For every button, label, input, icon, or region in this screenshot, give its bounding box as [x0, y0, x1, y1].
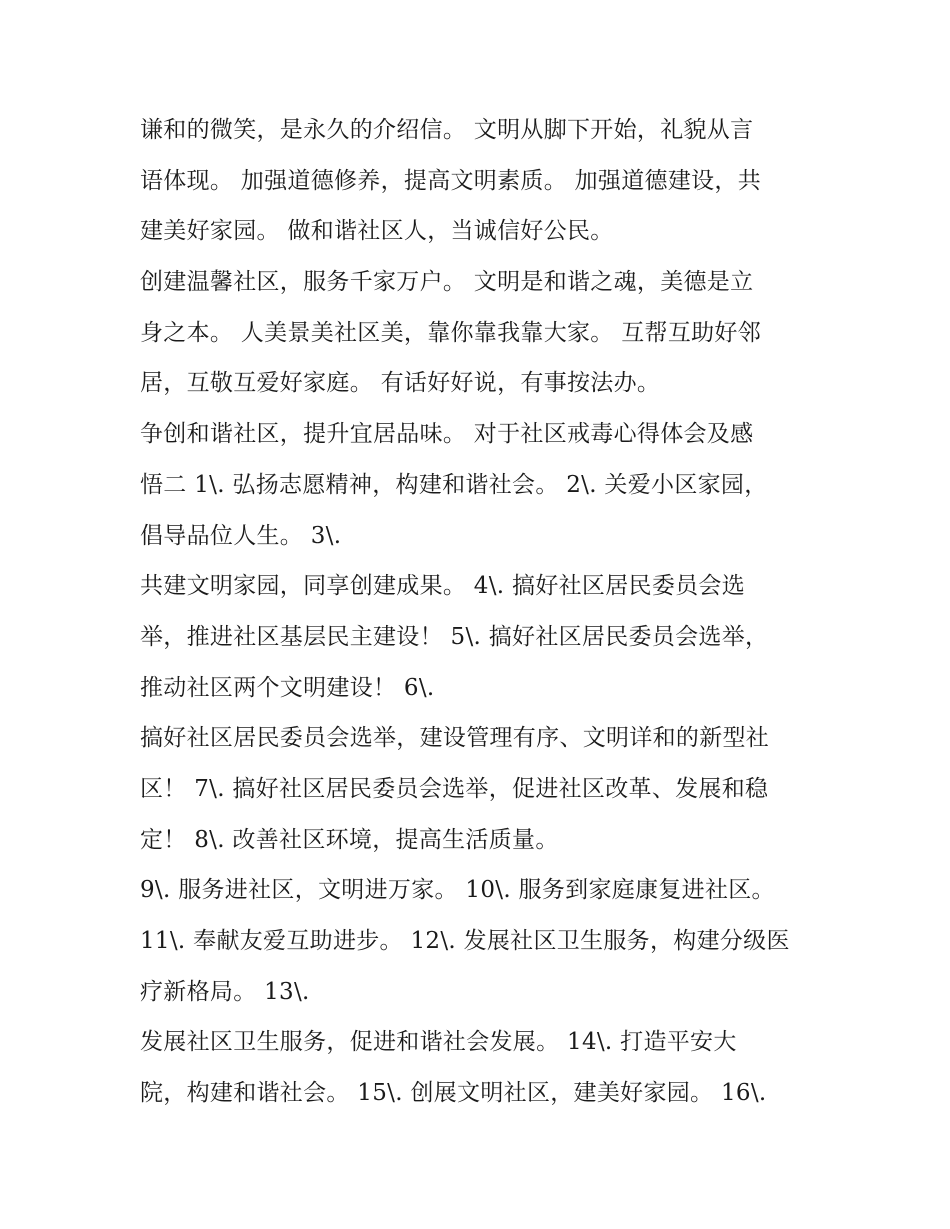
text-line: 悟二 1\. 弘扬志愿精神，构建和谐社会。 2\. 关爱小区家园，	[140, 471, 768, 498]
text-line: 创建温馨社区，服务千家万户。 文明是和谐之魂，美德是立	[140, 269, 754, 296]
text-line: 身之本。 人美景美社区美，靠你靠我靠大家。 互帮互助好邻	[140, 319, 762, 346]
text-line: 疗新格局。 13\.	[140, 978, 310, 1005]
text-line: 9\. 服务进社区，文明进万家。 10\. 服务到家庭康复进社区。	[140, 877, 775, 904]
text-line: 区！ 7\. 搞好社区居民委员会选举，促进社区改革、发展和稳	[140, 775, 769, 802]
document-body	[140, 105, 820, 1119]
text-line: 11\. 奉献友爱互助进步。 12\. 发展社区卫生服务，构建分级医	[140, 928, 790, 954]
text-line: 谦和的微笑，是永久的介绍信。 文明从脚下开始，礼貌从言	[140, 117, 754, 143]
text-line: 发展社区卫生服务，促进和谐社会发展。 14\. 打造平安大	[140, 1029, 737, 1056]
text-line: 居，互敬互爱好家庭。 有话好好说，有事按法办。	[140, 370, 661, 397]
text-line: 争创和谐社区，提升宜居品味。 对于社区戒毒心得体会及感	[140, 421, 754, 448]
text-line: 搞好社区居民委员会选举，建设管理有序、文明详和的新型社	[140, 725, 770, 752]
text-line: 举，推进社区基层民主建设！ 5\. 搞好社区居民委员会选举，	[140, 623, 769, 650]
text-line: 语体现。 加强道德修养，提高文明素质。 加强道德建设，共	[140, 167, 762, 194]
text-line: 定！ 8\. 改善社区环境，提高生活质量。	[140, 826, 559, 853]
text-line: 共建文明家园，同享创建成果。 4\. 搞好社区居民委员会选	[140, 573, 746, 600]
text-line: 建美好家园。 做和谐社区人，当诚信好公民。	[140, 218, 614, 245]
text-line: 倡导品位人生。 3\.	[140, 522, 342, 549]
text-line: 院，构建和谐社会。 15\. 创展文明社区，建美好家园。 16\.	[140, 1080, 767, 1107]
text-line: 推动社区两个文明建设！ 6\.	[140, 674, 435, 701]
